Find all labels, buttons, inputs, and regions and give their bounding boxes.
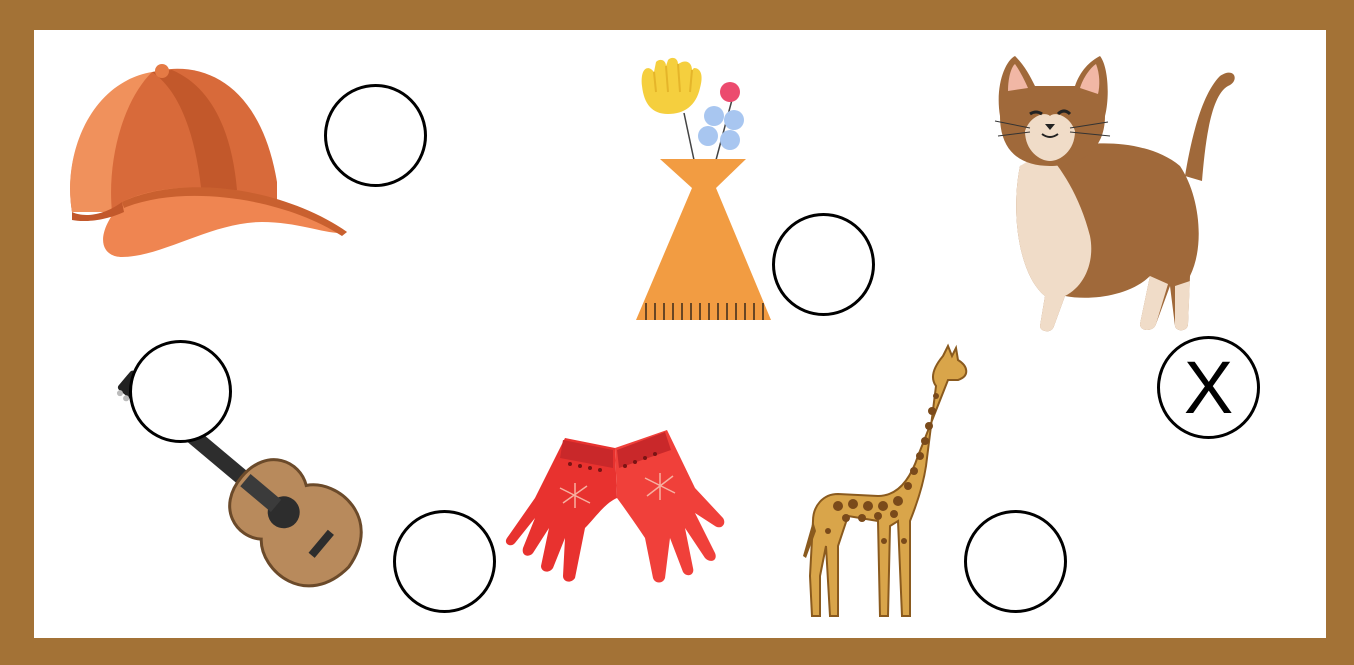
answer-circle-cap[interactable]	[324, 84, 427, 187]
answer-circle-guitar[interactable]	[129, 340, 232, 443]
answer-circle-giraffe[interactable]	[964, 510, 1067, 613]
cap-icon	[62, 62, 352, 262]
answer-mark: X	[1183, 345, 1234, 429]
giraffe-icon	[798, 346, 970, 622]
cat-icon	[990, 56, 1240, 336]
answer-circle-vase[interactable]	[772, 213, 875, 316]
answer-circle-cat[interactable]	[1157, 336, 1260, 439]
gloves-icon	[505, 428, 727, 586]
answer-circle-gloves[interactable]	[393, 510, 496, 613]
vase-icon	[636, 58, 776, 320]
